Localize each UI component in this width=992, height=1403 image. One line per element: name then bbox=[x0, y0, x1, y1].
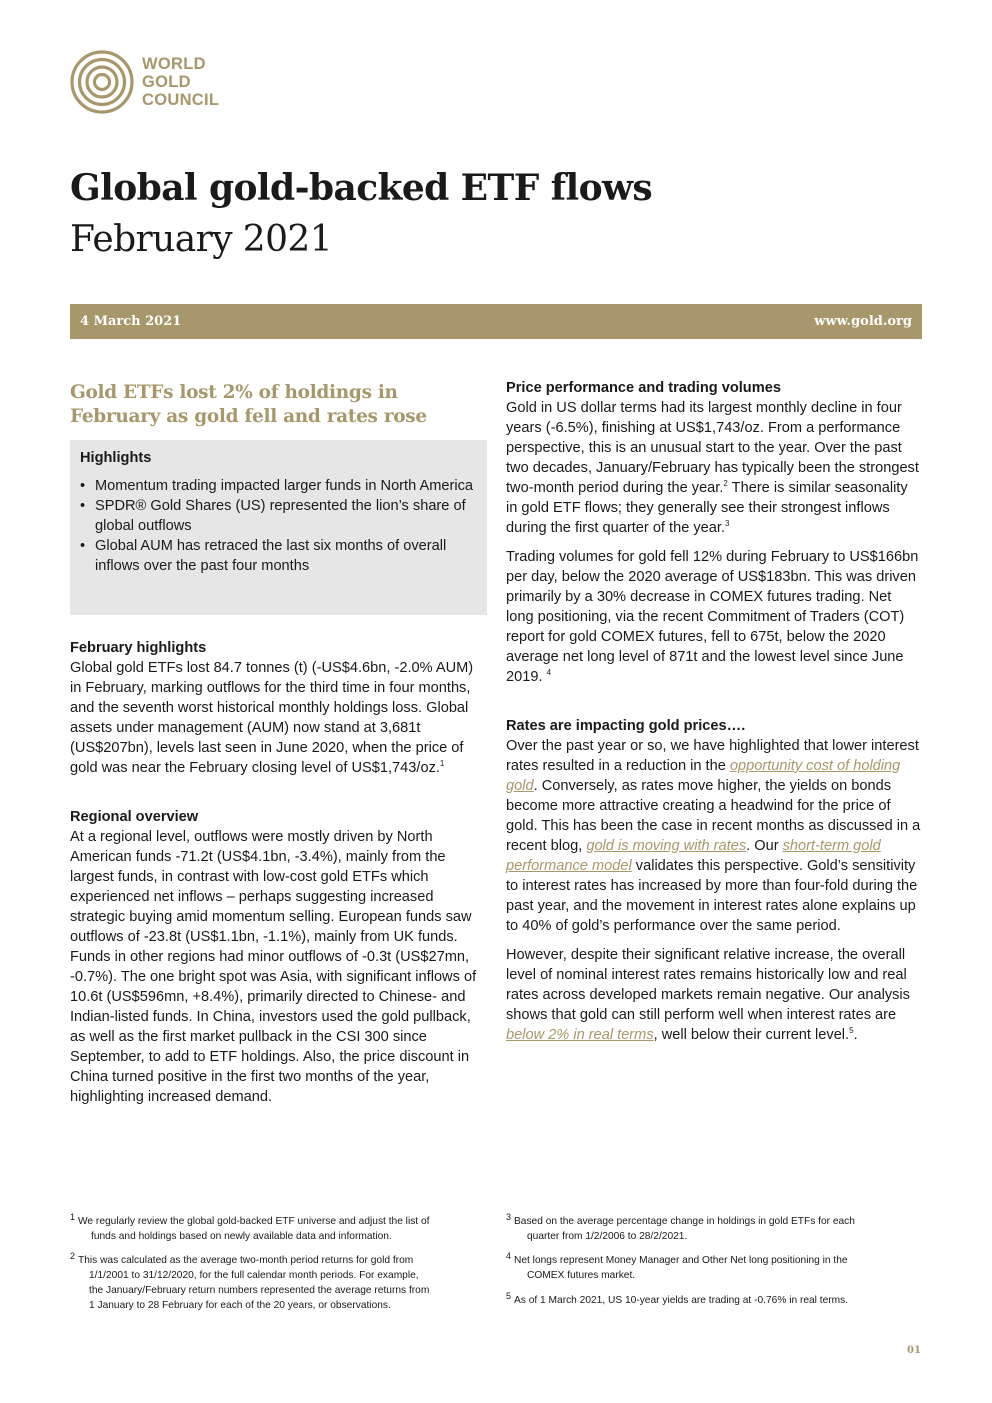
logo-line-2: GOLD bbox=[142, 73, 191, 91]
footnote-ref[interactable]: 3 bbox=[725, 519, 730, 529]
footnote-text: 1/1/2001 to 31/12/2020, for the full calendar month periods. For example, bbox=[89, 1270, 419, 1281]
footnote-ref[interactable]: 2 bbox=[723, 479, 728, 489]
para-text: . bbox=[853, 1027, 858, 1043]
footnote-text: Net longs represent Money Manager and Other Net long positioning in the bbox=[514, 1255, 848, 1266]
footnote-ref[interactable]: 5 bbox=[849, 1026, 854, 1036]
page-title: Global gold-backed ETF flows bbox=[70, 167, 653, 209]
list-item bbox=[78, 496, 478, 536]
para-text: . Our bbox=[746, 838, 783, 854]
price-performance-heading: Price performance and trading volumes bbox=[506, 380, 781, 396]
short-term-model-link[interactable]: short-term gold performance model bbox=[506, 838, 881, 874]
footnote-text: As of 1 March 2021, US 10-year yields are trading at -0.76% in real terms. bbox=[514, 1295, 849, 1306]
date-banner bbox=[70, 304, 922, 339]
highlights-list bbox=[78, 476, 478, 576]
rates-para-1 bbox=[506, 736, 922, 936]
footnote-number: 3 bbox=[506, 1212, 512, 1222]
logo-line-1: WORLD bbox=[142, 55, 206, 73]
footnote-ref[interactable]: 1 bbox=[439, 759, 445, 769]
website-link[interactable]: www.gold.org bbox=[814, 314, 912, 329]
footnote-number: 1 bbox=[70, 1212, 76, 1222]
regional-overview-section bbox=[70, 807, 488, 1107]
para-text: However, despite their significant relative increase, the overall level of nominal interest rates remains historically low and real rates across developed markets remain negative. Our analysis shows that gold can still perform well when interest rates are bbox=[506, 947, 910, 1023]
highlight-text: SPDR® Gold Shares (US) represented the lion’s share of global outflows bbox=[95, 498, 466, 534]
rates-para-2 bbox=[506, 945, 922, 1045]
report-date: 4 March 2021 bbox=[80, 314, 182, 329]
highlights-title: Highlights bbox=[80, 450, 152, 466]
february-highlights-text bbox=[70, 658, 488, 778]
footnote-2 bbox=[70, 1253, 490, 1313]
february-highlights-heading: February highlights bbox=[70, 640, 207, 656]
para-text: There is similar seasonality in gold ETF flows; they generally see their strongest inflows during the first quarter of the year. bbox=[506, 480, 908, 536]
below-2-percent-link[interactable]: below 2% in real terms bbox=[506, 1027, 654, 1043]
bullet-icon: • bbox=[80, 538, 86, 554]
page-number: 01 bbox=[907, 1345, 921, 1356]
gold-moving-with-rates-link[interactable]: gold is moving with rates bbox=[586, 838, 747, 854]
bullet-icon: • bbox=[80, 478, 86, 494]
para-text: Trading volumes for gold fell 12% during February to US$166bn per day, below the 2020 average of US$183bn. This was driven primarily by a 30% decrease in COMEX futures trading. Net long positioning, via the recent Commitment of Traders (COT) report for gold COMEX futures, fell to 675t, below the 2020 average net long level of 871t and the lowest level since June 2019. bbox=[506, 549, 919, 685]
rates-heading: Rates are impacting gold prices…. bbox=[506, 718, 746, 734]
list-item bbox=[78, 536, 478, 576]
footnote-text: COMEX futures market. bbox=[527, 1270, 636, 1281]
para-text: validates this perspective. Gold’s sensitivity to interest rates has increased by more than four-fold during the past year, and the movement in interest rates alone explains up to 40% of gold’s performance over the same period. bbox=[506, 858, 918, 934]
footnote-text: This was calculated as the average two-month period returns for gold from bbox=[78, 1255, 414, 1266]
february-highlights-section bbox=[70, 638, 488, 778]
footnote-5 bbox=[506, 1293, 922, 1308]
highlight-text: Global AUM has retraced the last six months of overall inflows over the past four months bbox=[95, 538, 447, 574]
price-performance-para-1 bbox=[506, 398, 922, 538]
footnote-4 bbox=[506, 1253, 922, 1283]
footnote-1 bbox=[70, 1214, 490, 1244]
footnote-number: 2 bbox=[70, 1251, 76, 1261]
highlight-text: Momentum trading impacted larger funds in North America bbox=[95, 478, 473, 494]
footnote-ref[interactable]: 4 bbox=[546, 668, 552, 678]
highlights-box bbox=[70, 440, 487, 615]
opportunity-cost-link[interactable]: opportunity cost of holding gold bbox=[506, 758, 901, 794]
logo-line-3: COUNCIL bbox=[142, 91, 220, 109]
footnote-text: Based on the average percentage change in holdings in gold ETFs for each bbox=[514, 1216, 855, 1227]
para-text: Over the past year or so, we have highlighted that lower interest rates resulted in a reduction in the bbox=[506, 738, 919, 774]
footnote-number: 5 bbox=[506, 1291, 512, 1301]
page-subtitle: February 2021 bbox=[70, 219, 333, 260]
rates-section bbox=[506, 716, 922, 1045]
logo-wordmark bbox=[142, 55, 219, 109]
footnote-number: 4 bbox=[506, 1251, 512, 1261]
para-text: , well below their current level. bbox=[653, 1027, 850, 1043]
footnote-text: quarter from 1/2/2006 to 28/2/2021. bbox=[527, 1231, 688, 1242]
regional-overview-text: At a regional level, outflows were mostly driven by North American funds -71.2t (US$4.1bn, -3.4%), mainly from the largest funds, in contrast with low-cost gold ETFs which experienced net inflows – perhaps suggesting increased strategic buying amid momentum selling. European funds saw outflows of -23.8t (US$1.1bn, -1.1%), mainly from UK funds. Funds in other regions had minor outflows of -0.3t (US$27mn, -0.7%). The one bright spot was Asia, with significant inflows of 10.6t (US$596mn, +8.4%), primarily directed to Chinese- and Indian-listed funds. In China, investors used the gold pullback, as well as the first market pullback in the CSI 300 since September, to add to ETF holdings. Also, the price discount in China turned positive in the first two months of the year, highlighting increased demand. bbox=[70, 829, 477, 1105]
price-performance-section bbox=[506, 378, 922, 687]
february-highlights-body: Global gold ETFs lost 84.7 tonnes (t) (-US$4.6bn, -2.0% AUM) in February, marking outflows for the third time in four months, and the seventh worst historical monthly holdings loss. Global assets under management (AUM) now stand at 3,681t (US$207bn), levels last seen in June 2020, when the price of gold was near the February closing level of US$1,743/oz. bbox=[70, 660, 474, 776]
concentric-rings-logo-icon bbox=[70, 50, 134, 114]
regional-overview-heading: Regional overview bbox=[70, 809, 199, 825]
footnote-text: the January/February return numbers represented the average returns from bbox=[89, 1285, 430, 1296]
bullet-icon: • bbox=[80, 498, 86, 514]
world-gold-council-logo bbox=[70, 50, 219, 114]
footnote-text: We regularly review the global gold-backed ETF universe and adjust the list of bbox=[78, 1216, 430, 1227]
footnote-text: 1 January to 28 February for each of the 20 years, or observations. bbox=[89, 1300, 391, 1311]
lede-headline: Gold ETFs lost 2% of holdings in February as gold fell and rates rose bbox=[70, 382, 427, 427]
para-text: . Conversely, as rates move higher, the yields on bonds become more attractive creating a headwind for the price of gold. This has been the case in recent months as discussed in a recent blog, bbox=[506, 778, 921, 854]
footnote-text: funds and holdings based on newly available data and information. bbox=[91, 1231, 392, 1242]
list-item bbox=[78, 476, 478, 496]
price-performance-para-2 bbox=[506, 547, 922, 687]
para-text: Gold in US dollar terms had its largest monthly decline in four years (-6.5%), finishing at US$1,743/oz. From a performance perspective, this is an unusual start to the year. Over the past two decades, January/February has typically been the strongest two-month period during the year. bbox=[506, 400, 919, 496]
footnote-3 bbox=[506, 1214, 922, 1244]
